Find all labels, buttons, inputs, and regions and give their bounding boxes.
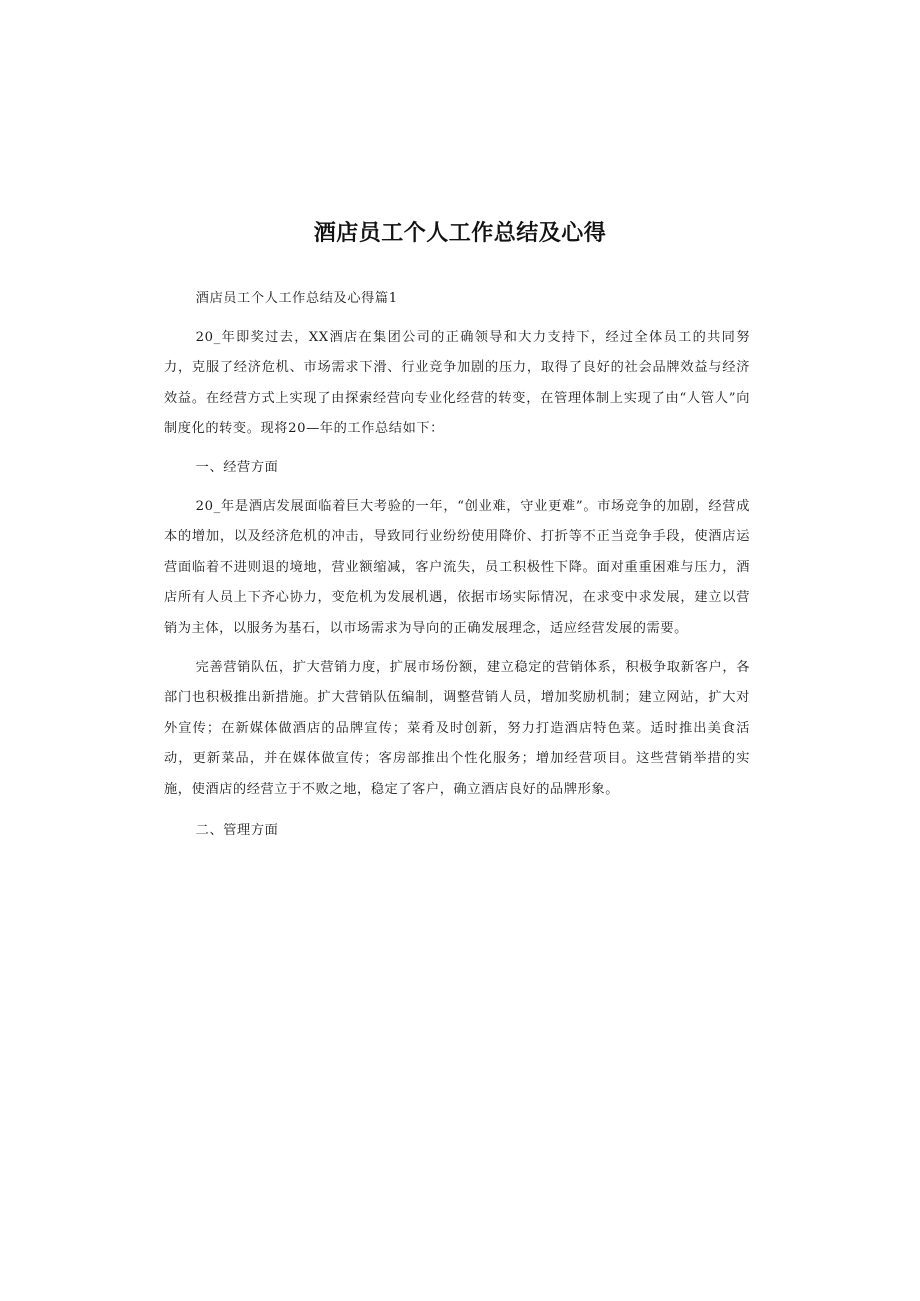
- paragraph-operations: 20_年是酒店发展面临着巨大考验的一年，“创业难，守业更难”。市场竞争的加剧，经营成本的增加，以及经济危机的冲击，导致同行业纷纷使用降价、打折等不正当竞争手段，使酒店运营面临着不进则退的境地，营业额缩减，客户流失，员工积极性下降。面对重重困难与压力，酒店所有人员上下齐心协力，变危机为发展机遇，依据市场实际情况，在求变中求发展，建立以营销为主体，以服务为基石，以市场需求为导向的正确发展理念，适应经营发展的需要。: [164, 498, 750, 636]
- document-subtitle: 酒店员工个人工作总结及心得篇1: [195, 291, 398, 306]
- document-title: 酒店员工个人工作总结及心得: [313, 221, 607, 246]
- section-heading-operations: 一、经营方面: [195, 459, 279, 475]
- section-heading-management: 二、管理方面: [195, 822, 279, 838]
- document-body: [164, 284, 750, 846]
- paragraph-intro: 20_年即奖过去，XX酒店在集团公司的正确领导和大力支持下，经过全体员工的共同努力，克服了经济危机、市场需求下滑、行业竞争加剧的压力，取得了良好的社会品牌效益与经济效益。在经营方式上实现了由探索经营向专业化经营的转变，在管理体制上实现了由“人管人”向制度化的转变。现将20—年的工作总结如下：: [164, 329, 750, 437]
- paragraph-marketing: 完善营销队伍，扩大营销力度，扩展市场份额，建立稳定的营销体系，积极争取新客户，各部门也积极推出新措施。扩大营销队伍编制，调整营销人员，增加奖励机制；建立网站，扩大对外宣传；在新媒体做酒店的品牌宣传；菜肴及时创新，努力打造酒店特色菜。适时推出美食活动，更新菜品，并在媒体做宣传；客房部推出个性化服务；增加经营项目。这些营销举措的实施，使酒店的经营立于不败之地，稳定了客户，确立酒店良好的品牌形象。: [164, 659, 750, 797]
